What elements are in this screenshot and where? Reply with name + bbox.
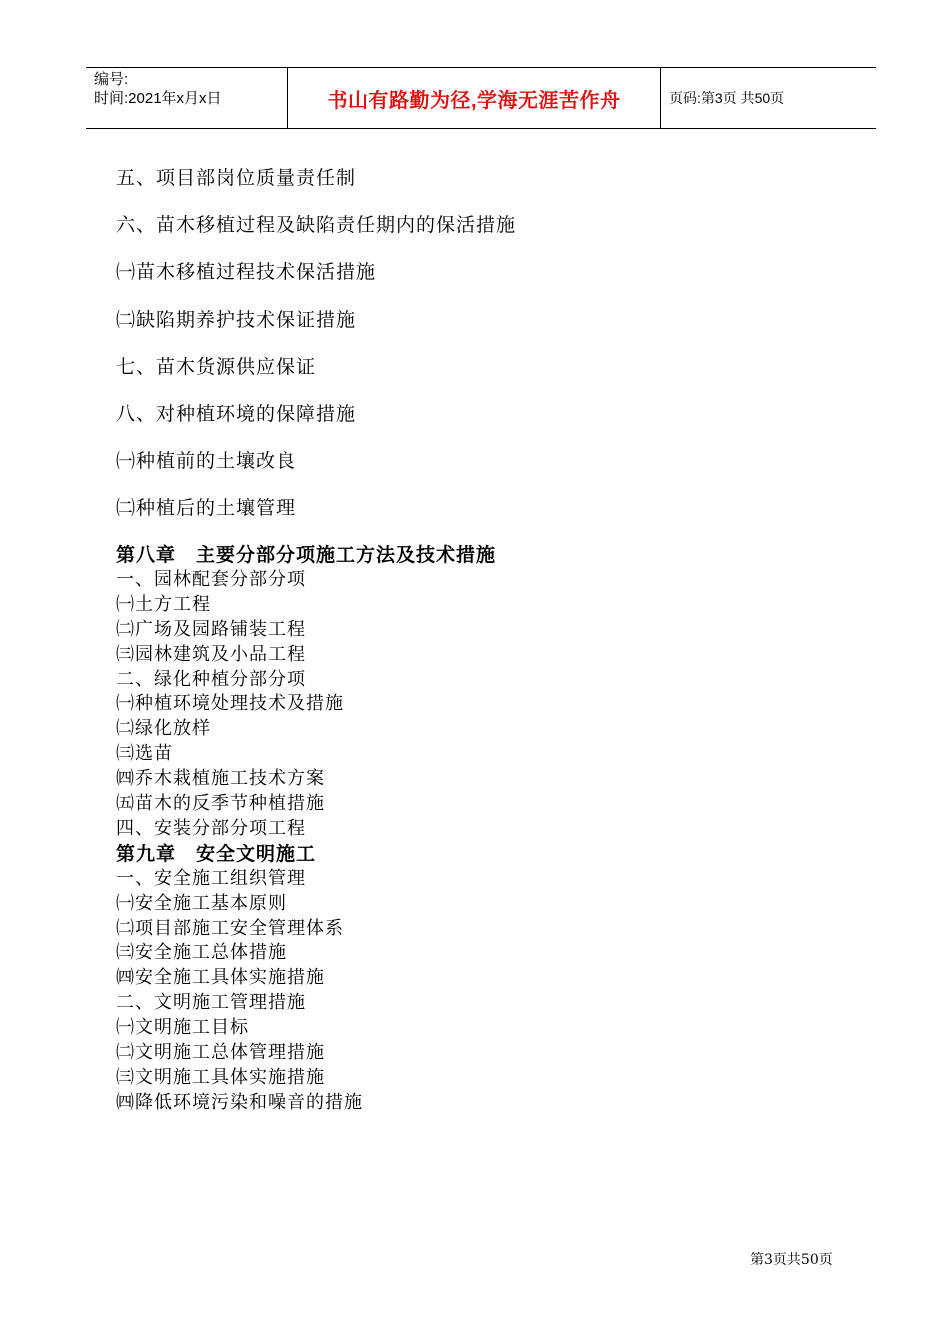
header-page-number: 页码:第3页 共50页 [669,90,785,106]
toc-item: 六、苗木移植过程及缺陷责任期内的保活措施 [116,214,517,237]
toc-item: ㈠土方工程 [116,593,211,615]
toc-item: ㈡种植后的土壤管理 [116,497,297,520]
toc-item: 五、项目部岗位质量责任制 [116,167,357,189]
toc-item: ㈢园林建筑及小品工程 [116,643,306,665]
toc-item: 一、园林配套分部分项 [116,568,306,590]
doc-number-label: 编号: [94,71,129,88]
toc-item: ㈣安全施工具体实施措施 [116,967,325,989]
toc-item: ㈡项目部施工安全管理体系 [116,917,344,939]
toc-item: ㈡绿化放样 [116,718,211,740]
header-motto: 书山有路勤为径,学海无涯苦作舟 [288,68,661,128]
toc-item: ㈠种植环境处理技术及措施 [116,693,344,715]
toc-item: ㈠文明施工目标 [116,1017,249,1039]
toc-item: 二、绿化种植分部分项 [116,668,306,690]
toc-item: ㈡缺陷期养护技术保证措施 [116,308,357,331]
header-meta [86,68,288,128]
toc-item: ㈢安全施工总体措施 [116,942,287,964]
toc-item: ㈡文明施工总体管理措施 [116,1042,325,1063]
toc-chapter-heading: 第九章 安全文明施工 [116,842,317,865]
toc-item: ㈢文明施工具体实施措施 [116,1066,325,1088]
toc-item: 八、对种植环境的保障措施 [116,403,357,425]
toc-item: ㈤苗木的反季节种植措施 [116,793,325,814]
toc-item: 一、安全施工组织管理 [116,867,306,889]
toc-item: ㈣降低环境污染和噪音的措施 [116,1091,363,1113]
toc-chapter-heading: 第八章 主要分部分项施工方法及技术措施 [116,544,497,566]
toc-item: 二、文明施工管理措施 [116,992,306,1014]
toc-item: ㈠安全施工基本原则 [116,892,287,914]
toc-item: 四、安装分部分项工程 [116,817,306,839]
toc-item: ㈠种植前的土壤改良 [116,450,297,473]
toc-item: ㈡广场及园路铺装工程 [116,618,306,640]
toc-item: 七、苗木货源供应保证 [116,355,317,378]
toc-item: ㈠苗木移植过程技术保活措施 [116,261,377,284]
footer-page-number: 第3页共50页 [750,1252,833,1268]
toc-item: ㈢选苗 [116,743,173,765]
page-header [86,67,876,129]
doc-time-label: 时间:2021年x月x日 [94,90,222,107]
toc-item: ㈣乔木栽植施工技术方案 [116,768,325,790]
